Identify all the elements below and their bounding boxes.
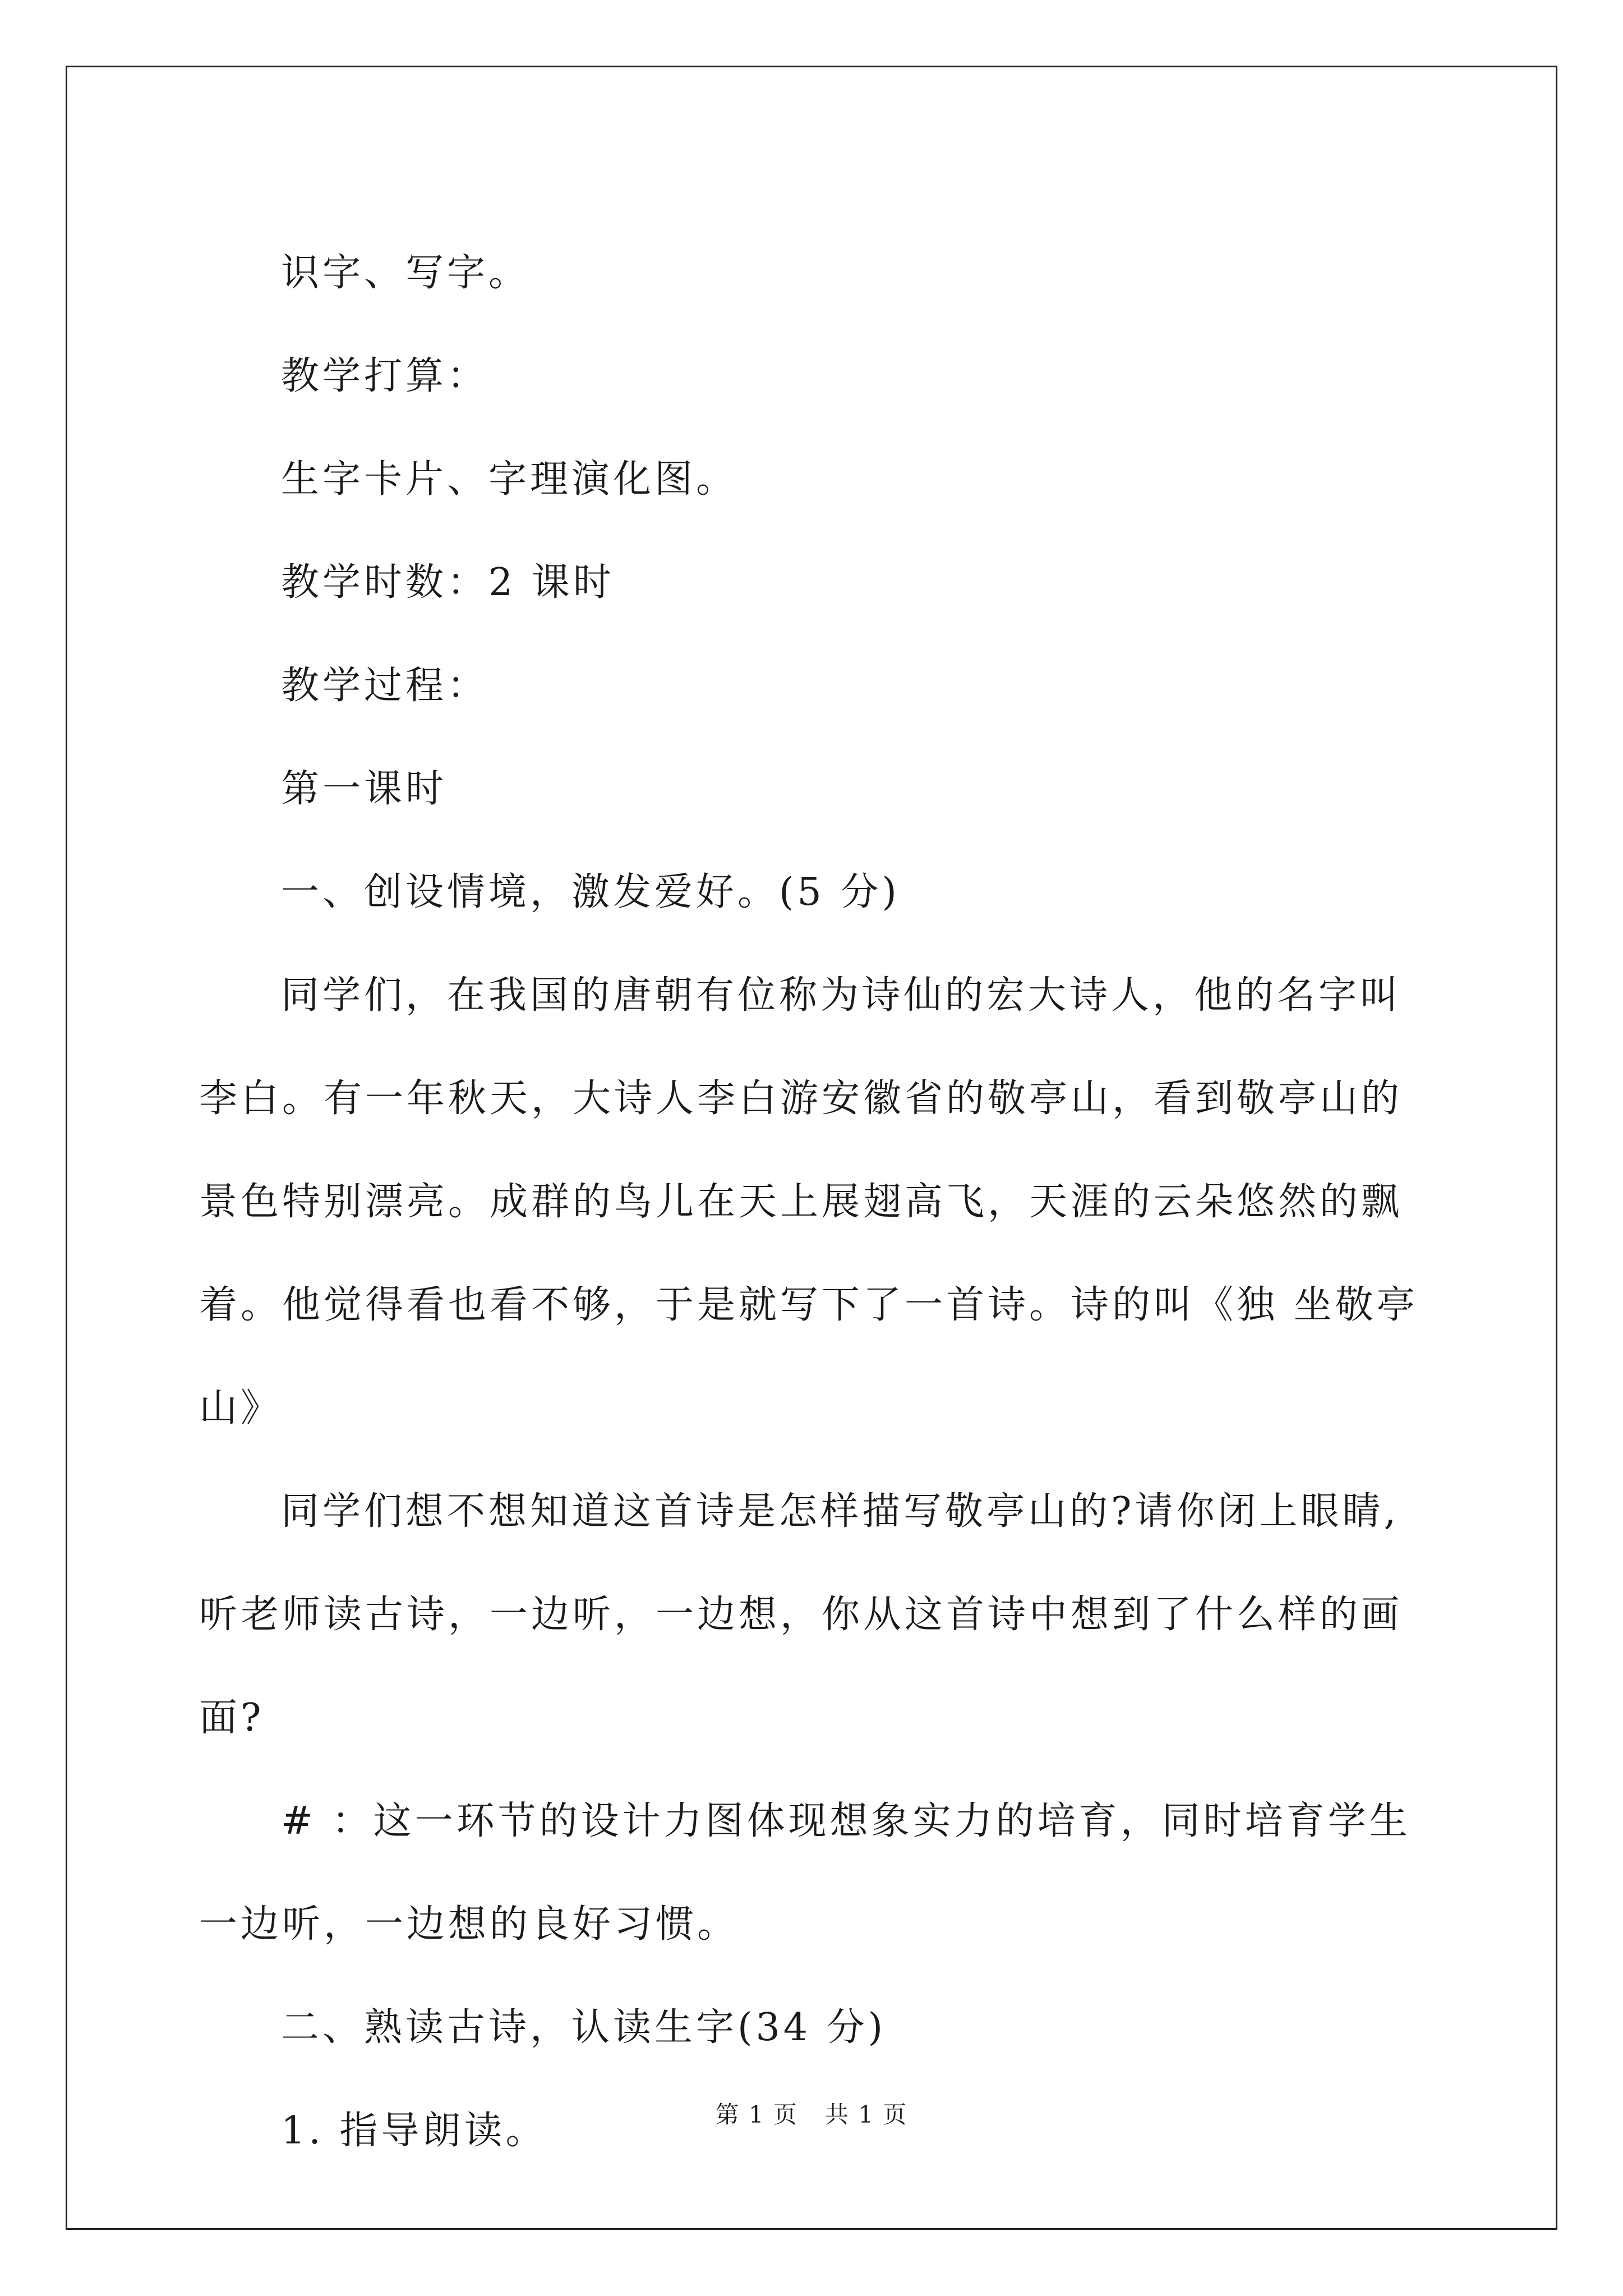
paragraph: 教学打算： <box>281 354 489 398</box>
paragraph: 同学们想不想知道这首诗是怎样描写敬亭山的?请你闭上眼睛,听老师读古诗，一边听，一边想，你从这首诗中想到了什么样的画面? <box>199 1489 1403 1740</box>
paragraph: 教学过程： <box>281 664 489 708</box>
paragraph: 教学时数：2 课时 <box>281 560 615 605</box>
paragraph: 二、熟读古诗，认读生字(34 分) <box>281 2005 887 2050</box>
page-footer <box>0 2098 1623 2132</box>
paragraph: 同学们，在我国的唐朝有位称为诗仙的宏大诗人，他的名字叫李白。有一年秋天，大诗人李白游安徽省的敬亭山，看到敬亭山的景色特别漂亮。成群的鸟儿在天上展翅高飞，天涯的云朵悠然的飘着。他觉得看也看不够，于是就写下了一首诗。诗的叫《独 坐敬亭山》 <box>199 973 1418 1430</box>
paragraph: # ：这一环节的设计力图体现想象实力的培育，同时培育学生一边听，一边想的良好习惯。 <box>199 1799 1411 1947</box>
paragraph: 一、创设情境，激发爱好。(5 分) <box>281 870 900 914</box>
paragraph: 生字卡片、字理演化图。 <box>281 457 738 501</box>
paragraph: 1. 指导朗读。 <box>281 2109 547 2153</box>
paragraph: 识字、写字。 <box>281 251 531 295</box>
paragraph: 第一课时 <box>281 767 448 811</box>
document-body <box>199 222 1433 2183</box>
page-total: 共 1 页 <box>825 2101 908 2128</box>
page-number: 第 1 页 <box>715 2101 798 2128</box>
